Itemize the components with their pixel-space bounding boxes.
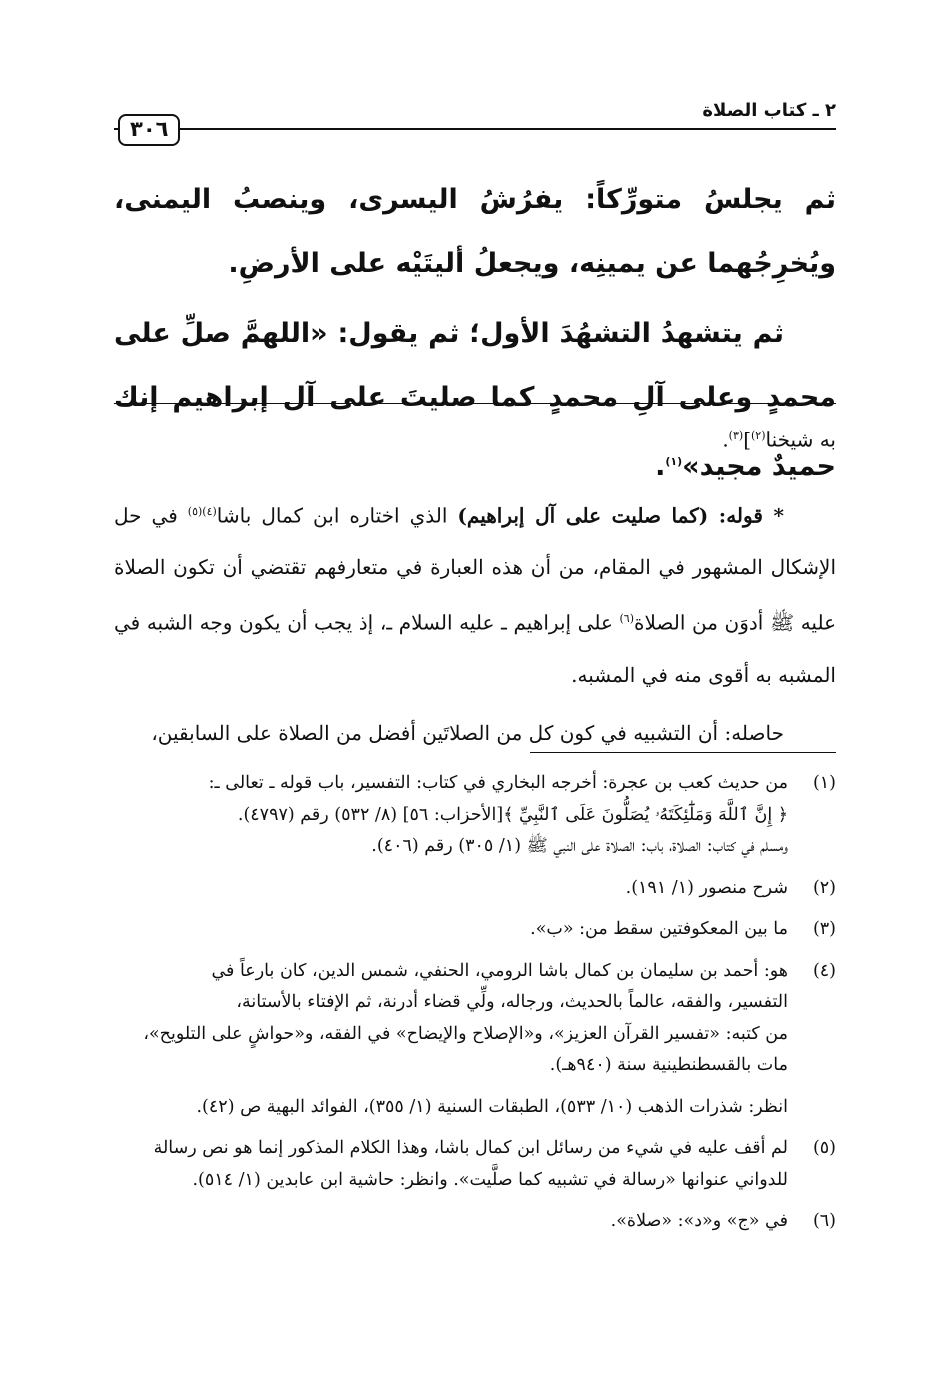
- commentary: [114, 410, 836, 759]
- footnote-line: ما بين المعكوفتين سقط من: «ب».: [530, 919, 788, 939]
- footnote-number: (٢): [812, 877, 836, 898]
- text-divider: [114, 403, 836, 404]
- commentary-line-1: [114, 410, 836, 466]
- commentary-paragraph-2: [114, 486, 836, 701]
- commentary-p2-b: في حل الإشكال المشهور في المقام، من أن هذه العبارة في متعارفهم تقتضي أن تكون الصلاة عليه ﷺ أدوَن من الصلاة: [114, 503, 837, 635]
- footnote-line: شرح منصور (١/ ١٩١).: [625, 877, 788, 898]
- footnote-ref-2: (٢): [751, 429, 766, 442]
- footnote-ref-6: (٦): [619, 612, 635, 626]
- footnote: [114, 1133, 836, 1196]
- commentary-quote: * قوله: (كما صليت على آل إبراهيم): [457, 503, 784, 528]
- page-header: [114, 96, 836, 148]
- footnote-line: هو: أحمد بن سليمان بن كمال باشا الرومي، الحنفي، شمس الدين، كان بارعاً في: [211, 960, 788, 981]
- footnote-number: (٦): [812, 1211, 836, 1231]
- commentary-paragraph-3: حاصله: أن التشبيه في كون كل من الصلاتَين أفضل من الصلاة على السابقين،: [151, 720, 784, 745]
- footnotes: [114, 768, 836, 1248]
- footnote: [114, 914, 836, 946]
- footnote-line: في «ج» و«د»: «صلاة».: [610, 1211, 788, 1231]
- footnote-number: (٥): [812, 1138, 836, 1158]
- footnote-line: للدواني عنوانها «رسالة في تشبيه كما صلَّيت». وانظر: حاشية ابن عابدين (١/ ٥١٤).: [192, 1169, 788, 1190]
- footnote: [114, 956, 836, 1082]
- footnote-line: مات بالقسطنطينية سنة (٩٤٠هـ).: [549, 1055, 788, 1075]
- footnote-number: (١): [812, 773, 836, 793]
- footnote-line: ومسلم في كتاب: الصلاة، باب: الصلاة على النبي ﷺ (١/ ٣٠٥) رقم (٤٠٦).: [371, 836, 788, 856]
- footnote-ref-4-5: (٤)(٥): [187, 504, 217, 518]
- footnote-reference-note: انظر: شذرات الذهب (١٠/ ٥٣٣)، الطبقات السنية (١/ ٣٥٥)، الفوائد البهية ص (٤٢).: [196, 1096, 788, 1117]
- footnote-line: من كتبه: «تفسير القرآن العزيز»، و«الإصلاح والإيضاح» في الفقه، و«حواشٍ على التلويح»،: [143, 1023, 788, 1044]
- footnote-number: (٣): [812, 919, 836, 939]
- footnote-ref-3: (٣): [728, 429, 744, 442]
- footnote-divider: [530, 752, 836, 753]
- footnote-line: ﴿ إِنَّ ٱللَّهَ وَمَلَٰٓئِكَتَهُۥ يُصَلُّونَ عَلَى ٱلنَّبِيِّ ﴾[الأحزاب: ٥٦] (٨/ ٥٣٢) رقم (٤٧٩٧).: [237, 804, 788, 825]
- footnote-line: التفسير، والفقه، عالماً بالحديث، ورجاله، ولِّي قضاء أدرنة، ثم الإفتاء بالأستانة،: [236, 992, 788, 1012]
- chapter-title: ٢ ـ كتاب الصلاة: [702, 100, 836, 121]
- main-paragraph-2-text: ثم يتشهدُ التشهُدَ الأول؛ ثم يقول: «اللهمَّ صلِّ على محمدٍ وعلى آلِ محمدٍ كما صليتَ على آل إبراهيم إنك حميدٌ مجيد»: [114, 318, 836, 482]
- bracket-close: ]: [743, 427, 751, 452]
- commentary-line-1-text: به شيخنا: [765, 427, 836, 452]
- footnote-line: من حديث كعب بن عجرة: أخرجه البخاري في كتاب: التفسير، باب قوله ـ تعالى ـ:: [208, 773, 788, 793]
- footnote-number: (٤): [812, 960, 836, 981]
- main-paragraph-1: ثم يجلسُ متورِّكاً: يفرُشُ اليسرى، وينصبُ اليمنى، ويُخرِجُهما عن يمينِه، ويجعلُ أليتَيْه على الأرضِ.: [114, 184, 836, 279]
- commentary-line-1-end: .: [722, 427, 729, 452]
- footnote-line: لم أقف عليه في شيء من رسائل ابن كمال باشا، وهذا الكلام المذكور إنما هو نص رسالة: [153, 1138, 788, 1158]
- footnote: [114, 1206, 836, 1238]
- footnote-ref-1: (١): [665, 455, 683, 468]
- header-rule: [114, 128, 836, 130]
- footnote: [114, 873, 836, 905]
- commentary-p2-c: على إبراهيم ـ عليه السلام ـ، إذ يجب أن يكون وجه الشبه في المشبه به أقوى منه في المشبه.: [114, 610, 836, 687]
- page-number: ٣٠٦: [118, 114, 180, 146]
- main-paragraph-2: ثم يتشهدُ التشهُدَ الأول؛ ثم يقول: «اللهمَّ صلِّ على محمدٍ وعلى آلِ محمدٍ كما صليتَ على آل إبراهيم إنك حميدٌ مجيد»$^{(١)}$.: [114, 318, 836, 482]
- commentary-p2-a: الذي اختاره ابن كمال باشا: [216, 503, 458, 528]
- footnote: [114, 768, 836, 863]
